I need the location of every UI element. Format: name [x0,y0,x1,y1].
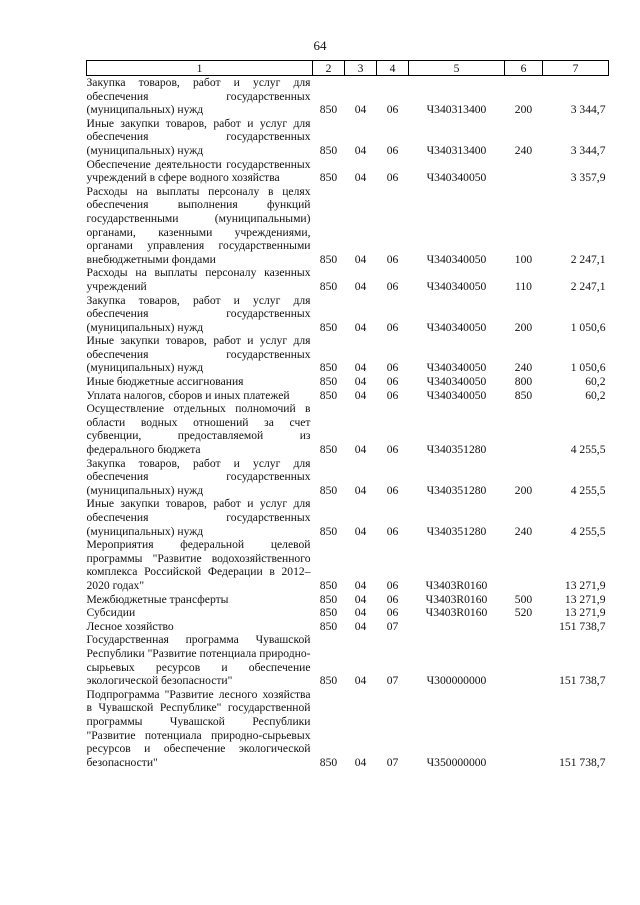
row-description: Субсидии [86,606,136,620]
cell-amount: 4 255,5 [570,443,606,457]
cell-section: 04 [354,483,367,497]
cell-amount: 3 357,9 [570,171,606,185]
col-header-6: 6 [505,61,543,76]
cell-section: 04 [354,143,367,157]
row-description: Закупка товаров, работ и услуг для обеспечения государственных (муниципальных) нужд [86,293,311,334]
cell-subsection: 06 [386,483,399,497]
cell-expense-type: 520 [514,606,533,620]
table-row [87,389,609,403]
cell-section: 04 [354,361,367,375]
cell-section: 04 [354,524,367,538]
table-row [87,593,609,607]
col-header-2: 2 [313,61,345,76]
cell-expense-type: 100 [514,252,533,266]
cell-amount: 151 738,7 [559,755,606,769]
table-row [87,497,609,538]
cell-subsection: 06 [386,592,399,606]
cell-ministry-code: 850 [319,483,338,497]
cell-target-article: Ч340340050 [426,375,487,389]
cell-section: 04 [354,578,367,592]
cell-amount: 3 344,7 [570,103,606,117]
table-row [87,375,609,389]
cell-subsection: 06 [386,171,399,185]
table-row [87,76,609,117]
cell-subsection: 06 [386,252,399,266]
cell-section: 04 [354,674,367,688]
cell-target-article: Ч340340050 [426,388,487,402]
row-description: Межбюджетные трансферты [86,592,229,606]
cell-target-article: Ч300000000 [426,674,487,688]
cell-amount: 151 738,7 [559,619,606,633]
cell-subsection: 06 [386,143,399,157]
cell-section: 04 [354,606,367,620]
cell-ministry-code: 850 [319,592,338,606]
cell-section: 04 [354,443,367,457]
cell-ministry-code: 850 [319,606,338,620]
cell-ministry-code: 850 [319,524,338,538]
cell-target-article: Ч340351280 [426,524,487,538]
cell-section: 04 [354,592,367,606]
cell-target-article: Ч340340050 [426,279,487,293]
cell-expense-type [505,688,543,770]
cell-expense-type [505,402,543,456]
table-row [87,117,609,158]
cell-section: 04 [354,619,367,633]
cell-section: 04 [354,388,367,402]
cell-ministry-code: 850 [319,143,338,157]
cell-target-article: Ч340340050 [426,171,487,185]
cell-amount: 60,2 [585,375,606,389]
cell-ministry-code: 850 [319,755,338,769]
header-row [87,61,609,76]
table-body [87,76,609,770]
table-row [87,606,609,620]
cell-subsection: 06 [386,388,399,402]
cell-target-article: Ч340313400 [426,143,487,157]
table-row [87,688,609,770]
row-description: Расходы на выплаты персоналу казенных учреждений [86,266,311,293]
cell-subsection: 06 [386,279,399,293]
col-header-7: 7 [543,61,609,76]
cell-expense-type [505,538,543,592]
cell-target-article: Ч3403R0160 [425,592,488,606]
cell-amount: 2 247,1 [570,252,606,266]
cell-amount: 3 344,7 [570,143,606,157]
col-header-5: 5 [409,61,505,76]
table-row [87,266,609,293]
cell-subsection: 06 [386,606,399,620]
cell-amount: 4 255,5 [570,483,606,497]
cell-expense-type [505,620,543,634]
cell-expense-type: 240 [514,524,533,538]
cell-section: 04 [354,103,367,117]
row-description: Иные бюджетные ассигнования [86,375,244,389]
cell-subsection: 06 [386,578,399,592]
cell-expense-type [505,158,543,185]
row-description: Закупка товаров, работ и услуг для обеспечения государственных (муниципальных) нужд [86,76,311,117]
cell-ministry-code: 850 [319,279,338,293]
cell-subsection: 07 [386,619,399,633]
cell-target-article: Ч3403R0160 [425,578,488,592]
cell-target-article: Ч3403R0160 [425,606,488,620]
row-description: Иные закупки товаров, работ и услуг для обеспечения государственных (муниципальных) нужд [86,497,311,538]
row-description: Подпрограмма "Развитие лесного хозяйства в Чувашской Республике" государственной программы Чувашской Республики "Развитие потенциала природно-сырьевых ресурсов и обеспечение экологической безопасности" [86,687,311,769]
cell-target-article: Ч340313400 [426,103,487,117]
cell-section: 04 [354,171,367,185]
cell-target-article: Ч340351280 [426,483,487,497]
row-description: Государственная программа Чувашской Республики "Развитие потенциала природно-сырьевых ресурсов и обеспечение экологической безопасности" [86,633,311,688]
table-row [87,402,609,456]
row-description: Осуществление отдельных полномочий в области водных отношений за счет субвенции, предоставляемой из федерального бюджета [86,402,311,457]
cell-ministry-code: 850 [319,103,338,117]
table-row [87,185,609,267]
cell-amount: 13 271,9 [564,592,606,606]
cell-subsection: 07 [386,674,399,688]
cell-amount: 13 271,9 [564,578,606,592]
cell-expense-type: 850 [514,388,533,402]
table-row [87,633,609,687]
cell-amount: 2 247,1 [570,279,606,293]
cell-expense-type: 200 [514,483,533,497]
row-description: Расходы на выплаты персоналу в целях обеспечения выполнения функций государственными (муниципальными) органами, казенными учреждениями, органами управления государственными внебюджетными фондами [86,184,311,266]
budget-table [86,60,609,769]
table-row [87,158,609,185]
cell-ministry-code: 850 [319,171,338,185]
cell-subsection: 06 [386,103,399,117]
cell-ministry-code: 850 [319,674,338,688]
cell-subsection: 06 [386,375,399,389]
cell-amount: 60,2 [585,388,606,402]
table-row [87,457,609,498]
cell-ministry-code: 850 [319,388,338,402]
cell-section: 04 [354,320,367,334]
cell-ministry-code: 850 [319,375,338,389]
cell-amount: 13 271,9 [564,606,606,620]
cell-expense-type: 240 [514,361,533,375]
row-description: Закупка товаров, работ и услуг для обеспечения государственных (муниципальных) нужд [86,456,311,497]
col-header-3: 3 [345,61,377,76]
cell-subsection: 06 [386,361,399,375]
cell-expense-type: 800 [514,375,533,389]
cell-amount: 1 050,6 [570,361,606,375]
cell-target-article [409,620,505,634]
cell-target-article: Ч340340050 [426,320,487,334]
cell-expense-type: 500 [514,592,533,606]
cell-section: 04 [354,252,367,266]
table-row [87,334,609,375]
cell-amount: 1 050,6 [570,320,606,334]
cell-expense-type [505,633,543,687]
cell-expense-type: 200 [514,103,533,117]
cell-ministry-code: 850 [319,320,338,334]
row-description: Иные закупки товаров, работ и услуг для обеспечения государственных (муниципальных) нужд [86,334,311,375]
cell-section: 04 [354,279,367,293]
cell-target-article: Ч340351280 [426,443,487,457]
row-description: Иные закупки товаров, работ и услуг для обеспечения государственных (муниципальных) нужд [86,116,311,157]
table-row [87,294,609,335]
cell-subsection: 06 [386,320,399,334]
cell-ministry-code: 850 [319,361,338,375]
table-row [87,620,609,634]
row-description: Мероприятия федеральной целевой программы "Развитие водохозяйственного комплекса Российской Федерации в 2012–2020 годах" [86,538,311,592]
cell-subsection: 06 [386,524,399,538]
cell-section: 04 [354,755,367,769]
cell-subsection: 07 [386,755,399,769]
table-row [87,538,609,592]
cell-expense-type: 240 [514,143,533,157]
cell-subsection: 06 [386,443,399,457]
col-header-4: 4 [377,61,409,76]
cell-ministry-code: 850 [319,619,338,633]
cell-target-article: Ч350000000 [426,755,487,769]
row-description: Лесное хозяйство [86,619,174,633]
col-header-1: 1 [87,61,313,76]
cell-expense-type: 200 [514,320,533,334]
cell-target-article: Ч340340050 [426,361,487,375]
cell-ministry-code: 850 [319,252,338,266]
cell-ministry-code: 850 [319,443,338,457]
cell-target-article: Ч340340050 [426,252,487,266]
page-number: 64 [313,38,327,53]
cell-ministry-code: 850 [319,578,338,592]
cell-amount: 4 255,5 [570,524,606,538]
row-description: Обеспечение деятельности государственных учреждений в сфере водного хозяйства [86,157,311,185]
cell-expense-type: 110 [515,279,532,293]
cell-section: 04 [354,375,367,389]
row-description: Уплата налогов, сборов и иных платежей [86,388,290,402]
cell-amount: 151 738,7 [559,674,606,688]
